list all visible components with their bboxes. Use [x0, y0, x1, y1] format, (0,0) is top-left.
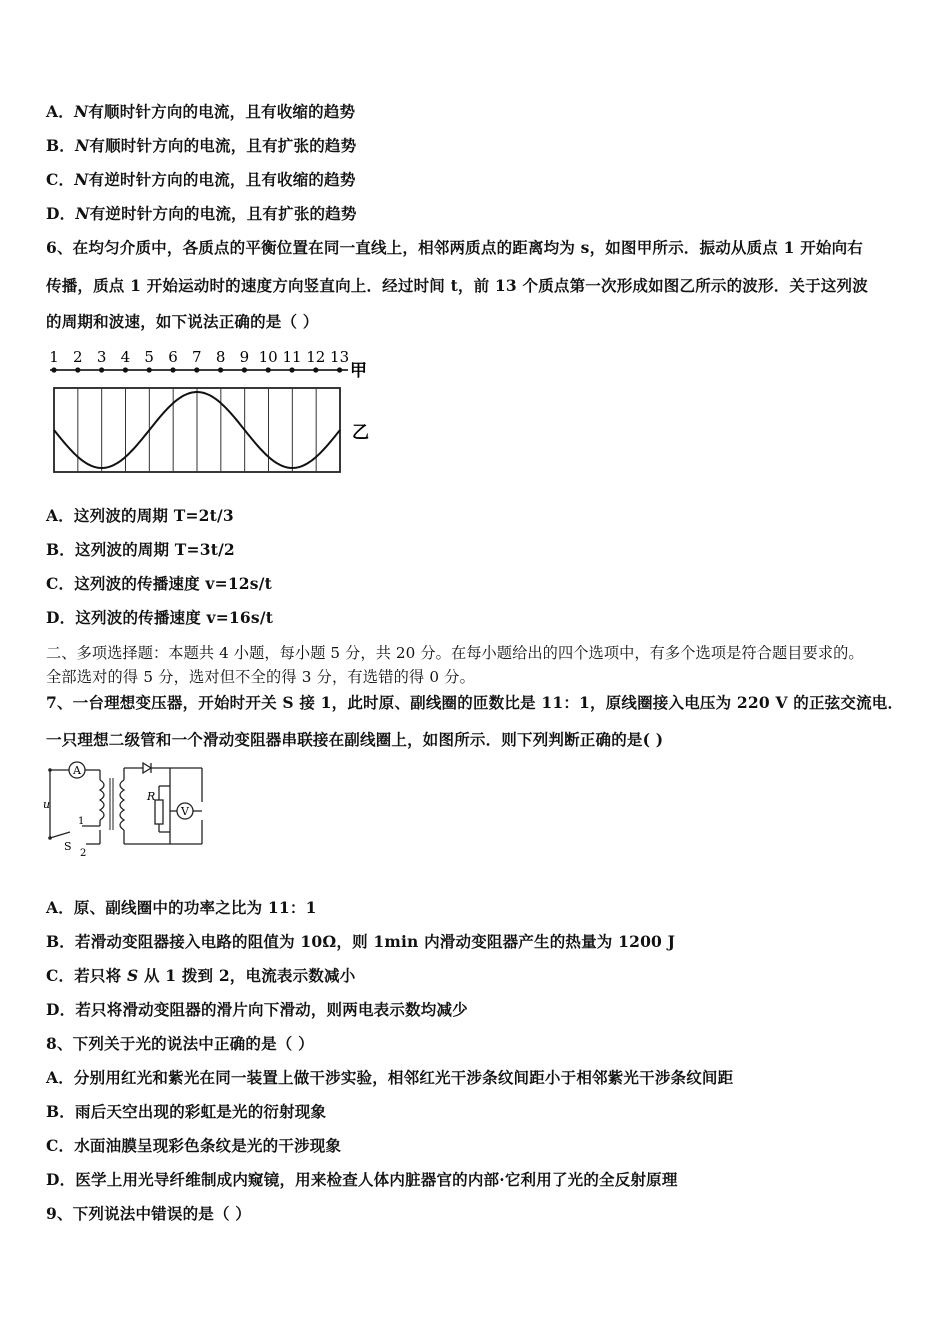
option-text: 有顺时针方向的电流，且有收缩的趋势 [88, 102, 356, 121]
q8-option-c: C．水面油膜呈现彩色条纹是光的干涉现象 [46, 1136, 342, 1155]
particle-label: 8 [215, 348, 226, 366]
particle-dot [51, 367, 56, 372]
label-yi: 乙 [352, 423, 369, 443]
contact-1-label: 1 [78, 816, 85, 827]
particle-label: 5 [144, 348, 154, 366]
resistor-icon [155, 800, 163, 824]
contact-2-label: 2 [80, 848, 87, 859]
q6-wave-figure [44, 346, 384, 478]
symbol-s: S [126, 966, 139, 985]
q8-stem: 8、下列关于光的说法中正确的是（ ） [46, 1034, 314, 1053]
particle-label: 7 [192, 348, 202, 366]
particle-label: 9 [239, 348, 250, 366]
q5-option-b [46, 136, 356, 156]
secondary-coil [120, 780, 124, 830]
primary-coil [100, 780, 104, 820]
particle-label: 1 [49, 348, 59, 366]
option-text: 有顺时针方向的电流，且有扩张的趋势 [89, 136, 357, 155]
q6-option-d: D．这列波的传播速度 v=16s/t [46, 608, 274, 627]
symbol-n: N [75, 204, 90, 223]
resistor-label: R [147, 790, 156, 803]
section2-instructions-line-1: 二、多项选择题：本题共 4 小题，每小题 5 分，共 20 分。在每小题给出的四个选项中，有多个选项是符合题目要求的。 [46, 644, 864, 662]
ammeter-label: A [73, 764, 81, 777]
q6-option-c: C．这列波的传播速度 v=12s/t [46, 574, 272, 593]
option-letter: C． [46, 170, 75, 189]
particle-dot [337, 367, 342, 372]
particle-dot [170, 367, 175, 372]
particle-dot [123, 367, 128, 372]
q6-stem-line-1: 6、在均匀介质中，各质点的平衡位置在同一直线上，相邻两质点的距离均为 s，如图甲所示．振动从质点 1 开始向右 [46, 238, 863, 257]
diode-icon [143, 763, 151, 773]
q7-stem-line-2: 一只理想二级管和一个滑动变阻器串联接在副线圈上，如图所示．则下列判断正确的是( ) [46, 730, 664, 749]
label-jia: 甲 [350, 361, 367, 381]
symbol-n: N [73, 102, 89, 121]
option-text: 有逆时针方向的电流，且有收缩的趋势 [88, 170, 356, 189]
option-text: 从 1 拨到 2，电流表示数减小 [138, 966, 356, 985]
option-text: C．若只将 [46, 966, 127, 985]
q6-option-b: B．这列波的周期 T=3t/2 [46, 540, 235, 559]
q5-option-d [46, 204, 357, 224]
particle-dot [194, 367, 199, 372]
particle-dot [266, 367, 271, 372]
option-letter: A． [46, 102, 74, 121]
particle-label: 2 [73, 348, 83, 366]
particle-dot [289, 367, 294, 372]
q8-option-d: D．医学上用光导纤维制成内窥镜，用来检查人体内脏器官的内部·它利用了光的全反射原理 [46, 1170, 678, 1189]
symbol-n: N [74, 170, 89, 189]
q7-option-b: B．若滑动变阻器接入电路的阻值为 10Ω，则 1min 内滑动变阻器产生的热量为 1200 J [46, 932, 676, 951]
q6-stem-line-2: 传播，质点 1 开始运动时的速度方向竖直向上．经过时间 t，前 13 个质点第一次形成如图乙所示的波形．关于这列波 [46, 276, 868, 295]
q8-option-b: B．雨后天空出现的彩虹是光的衍射现象 [46, 1102, 327, 1121]
switch-blade [50, 832, 70, 838]
particle-label: 6 [168, 348, 178, 366]
q6-stem-line-3: 的周期和波速，如下说法正确的是（ ） [46, 312, 319, 331]
q7-stem-line-1: 7、一台理想变压器，开始时开关 S 接 1，此时原、副线圈的匝数比是 11：1，原线圈接入电压为 220 V 的正弦交流电． [46, 693, 904, 712]
particle-label: 3 [96, 348, 107, 366]
q6-option-a: A．这列波的周期 T=2t/3 [46, 506, 234, 525]
q7-circuit-figure [40, 760, 210, 860]
particle-label: 4 [120, 348, 131, 366]
option-text: 有逆时针方向的电流，且有扩张的趋势 [89, 204, 357, 223]
particle-dot [242, 367, 247, 372]
particle-label: 11 [282, 348, 302, 366]
particle-dot [75, 367, 80, 372]
particle-dot [147, 367, 152, 372]
particle-dot [313, 367, 318, 372]
particle-dot [99, 367, 104, 372]
source-label: u [43, 798, 51, 811]
particle-dot [218, 367, 223, 372]
particle-label: 12 [306, 348, 326, 366]
q7-option-c [46, 966, 355, 986]
particle-labels [49, 348, 349, 366]
q9-stem: 9、下列说法中错误的是（ ） [46, 1204, 251, 1223]
q7-option-a: A．原、副线圈中的功率之比为 11：1 [46, 898, 317, 917]
q5-option-a [46, 102, 355, 122]
voltmeter-label: V [181, 805, 189, 818]
section2-instructions-line-2: 全部选对的得 5 分，选对但不全的得 3 分，有选错的得 0 分。 [46, 668, 476, 686]
particle-label: 13 [330, 348, 350, 366]
option-letter: D． [46, 204, 76, 223]
q8-option-a: A．分别用红光和紫光在同一装置上做干涉实验，相邻红光干涉条纹间距小于相邻紫光干涉条纹间距 [46, 1068, 734, 1087]
option-letter: B． [46, 136, 76, 155]
q7-option-d: D．若只将滑动变阻器的滑片向下滑动，则两电表示数均减少 [46, 1000, 468, 1019]
particle-label: 10 [258, 348, 278, 366]
wave-grid-lines [78, 388, 316, 472]
switch-label: S [64, 840, 72, 853]
symbol-n: N [75, 136, 90, 155]
q5-option-c [46, 170, 356, 190]
